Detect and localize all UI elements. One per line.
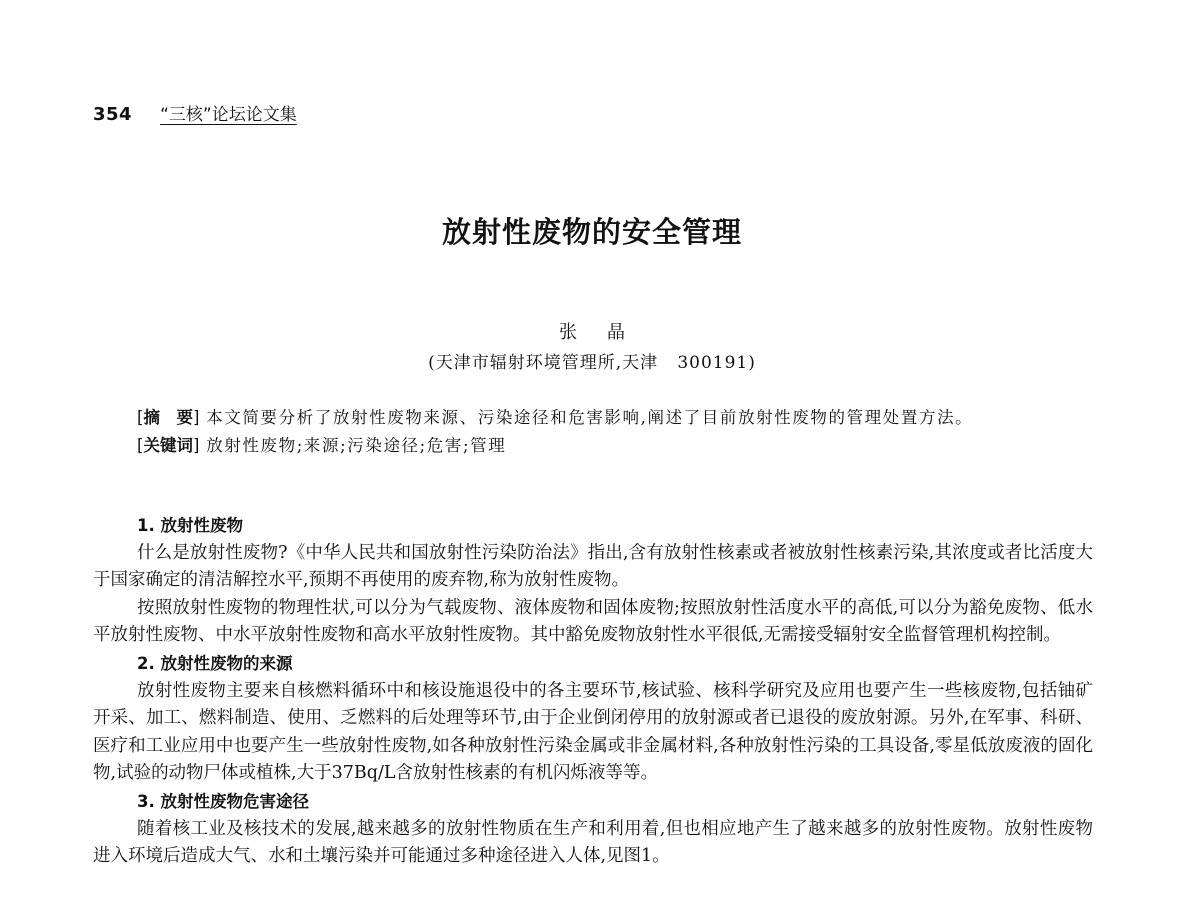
keywords-bracket-close: ]: [192, 436, 200, 455]
keywords-bracket-open: [: [137, 436, 144, 455]
journal-name: “三核”论坛论文集: [160, 105, 297, 125]
abstract-paragraph: [93, 404, 1093, 432]
running-header: [93, 100, 297, 128]
section-heading: 1. 放射性废物: [137, 516, 243, 535]
abstract-label: 摘 要: [143, 408, 193, 427]
article-affiliation: (天津市辐射环境管理所,天津 300191): [428, 353, 756, 373]
abstract-bracket-close: ]: [192, 408, 200, 427]
section-heading: 2. 放射性废物的来源: [137, 653, 293, 673]
body-paragraph: 什么是放射性废物?《中华人民共和国放射性污染防治法》指出,含有放射性核素或者被放射性核素污染,其浓度或者比活度大于国家确定的清洁解控水平,预期不再使用的废弃物,称为放射性废物。: [93, 542, 1093, 591]
section-heading: 3. 放射性废物危害途径: [137, 791, 309, 811]
article-author: 张晶: [559, 322, 655, 343]
abstract-bracket-open: [: [137, 408, 144, 427]
section-1: [93, 512, 1093, 650]
section-2: [93, 650, 1093, 788]
abstract-block: [93, 404, 1093, 460]
keywords-label: 关键词: [143, 436, 193, 455]
abstract-text: 本文简要分析了放射性废物来源、污染途径和危害影响,阐述了目前放射性废物的管理处置方法。: [206, 408, 974, 427]
page-number: 354: [93, 104, 133, 125]
keywords-paragraph: [93, 432, 1093, 460]
body-paragraph: 随着核工业及核技术的发展,越来越多的放射性物质在生产和利用着,但也相应地产生了越来越多的放射性废物。放射性废物进入环境后造成大气、水和土壤污染并可能通过多种途径进入人体,见图1。: [93, 818, 1093, 867]
article-body: [93, 512, 1093, 871]
keywords-text: 放射性废物;来源;污染途径;危害;管理: [206, 436, 507, 455]
article-title: 放射性废物的安全管理: [441, 215, 742, 249]
section-3: [93, 788, 1093, 871]
body-paragraph: 放射性废物主要来自核燃料循环中和核设施退役中的各主要环节,核试验、核科学研究及应用也要产生一些核废物,包括铀矿开采、加工、燃料制造、使用、乏燃料的后处理等环节,由于企业倒闭停用的放射源或者已退役的废放射源。另外,在军事、科研、医疗和工业应用中也要产生一些放射性废物,如各种放射性污染金属或非金属材料,各种放射性污染的工具设备,零星低放废液的固化物,试验的动物尸体或植株,大于37Bq/L含放射性核素的有机闪烁液等等。: [93, 680, 1093, 784]
body-paragraph: 按照放射性废物的物理性状,可以分为气载废物、液体废物和固体废物;按照放射性活度水平的高低,可以分为豁免废物、低水平放射性废物、中水平放射性废物和高水平放射性废物。其中豁免废物放射性水平很低,无需接受辐射安全监督管理机构控制。: [93, 597, 1093, 646]
